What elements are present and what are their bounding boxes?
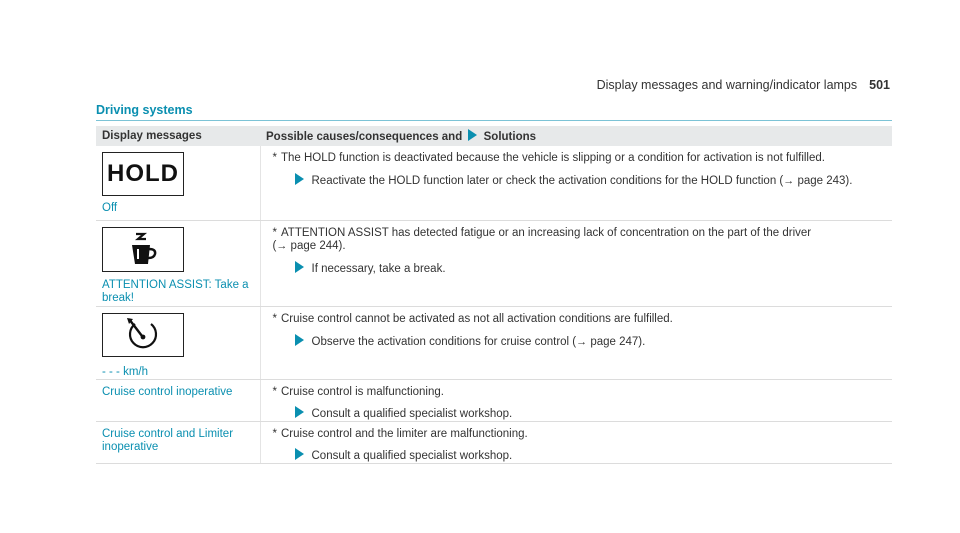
page-ref-arrow-icon: → — [783, 175, 795, 187]
table-row — [96, 306, 892, 379]
solution-value-end: ). — [845, 175, 853, 187]
cruise-control-gauge-icon-graphic — [126, 318, 160, 352]
running-header — [597, 78, 890, 92]
cause-text — [273, 386, 887, 399]
coffee-cup-icon — [102, 227, 184, 272]
section-divider — [96, 120, 892, 121]
cause-text-continued — [273, 240, 887, 253]
star-marker: * — [272, 152, 277, 164]
display-message-label: Cruise control and Limiter inoperative — [102, 427, 234, 453]
page-ref-arrow-icon: → — [276, 239, 288, 252]
cause-solution-cell — [260, 306, 892, 379]
display-message-cell — [96, 306, 260, 379]
table-row — [96, 379, 892, 421]
page-reference[interactable]: page 243 — [797, 175, 846, 187]
header-display-messages: Display messages — [96, 126, 260, 146]
running-header-title: Display messages and warning/indicator lamps — [596, 78, 858, 92]
display-message-label: ATTENTION ASSIST: Take a break! — [102, 278, 249, 304]
solution-value: Consult a qualified specialist workshop. — [311, 407, 513, 420]
page-reference[interactable]: page 247 — [590, 335, 639, 348]
solution-text — [295, 448, 887, 463]
cause-value: Cruise control is malfunctioning. — [280, 385, 444, 398]
cause-text — [273, 428, 887, 441]
display-message-cell — [96, 146, 260, 220]
display-message-cell — [96, 421, 260, 463]
display-message-label: - - - km/h — [102, 365, 148, 378]
cause-solution-cell — [260, 421, 892, 463]
table-row — [96, 421, 892, 463]
solution-arrow-icon — [295, 173, 304, 185]
cause-solution-cell — [260, 146, 892, 220]
table-row — [96, 146, 892, 220]
solution-value: Reactivate the HOLD function later or check the activation conditions for the HOLD function ( — [311, 175, 784, 187]
cause-value-end: ). — [338, 239, 346, 252]
star-marker: * — [272, 226, 277, 239]
hold-indicator-icon — [102, 152, 184, 196]
cause-value-start: ( — [272, 239, 277, 252]
cause-value: ATTENTION ASSIST has detected fatigue or an increasing lack of concentration on the part of the driver — [280, 226, 812, 239]
cause-text — [273, 227, 887, 240]
cause-text — [273, 152, 887, 165]
solution-arrow-icon — [295, 334, 304, 346]
cause-value: Cruise control and the limiter are malfunctioning. — [280, 427, 528, 440]
cause-value: Cruise control cannot be activated as not all activation conditions are fulfilled. — [280, 312, 673, 325]
cause-value: The HOLD function is deactivated because the vehicle is slipping or a condition for activation is not fulfilled. — [280, 152, 825, 164]
solution-value: Consult a qualified specialist workshop. — [311, 449, 513, 462]
hold-icon-text: HOLD — [107, 160, 179, 187]
header-causes-label: Possible causes/consequences and — [266, 131, 463, 143]
solution-text — [295, 334, 887, 349]
star-marker: * — [272, 385, 277, 398]
solution-arrow-icon — [295, 448, 304, 460]
coffee-cup-icon-graphic — [128, 230, 158, 268]
solution-arrow-icon — [295, 261, 304, 273]
display-message-label: Off — [102, 202, 118, 214]
solution-text — [295, 173, 887, 188]
display-message-label: Cruise control inoperative — [102, 385, 233, 398]
table-header-row — [96, 126, 892, 146]
solution-value: Observe the activation conditions for cruise control ( — [311, 335, 577, 348]
header-causes-solutions — [260, 126, 892, 146]
solution-value: If necessary, take a break. — [311, 262, 446, 275]
display-messages-table — [96, 126, 892, 464]
cause-text — [273, 313, 887, 326]
solution-arrow-icon — [295, 406, 304, 418]
cruise-control-gauge-icon — [102, 313, 184, 357]
page-ref-arrow-icon: → — [576, 335, 588, 348]
solution-arrow-icon — [468, 129, 477, 141]
page-reference[interactable]: page 244 — [290, 239, 339, 252]
section-title: Driving systems — [96, 103, 193, 117]
solution-text — [295, 406, 887, 421]
cause-solution-cell — [260, 220, 892, 306]
table-row — [96, 220, 892, 306]
solution-value-end: ). — [638, 335, 646, 348]
star-marker: * — [272, 312, 277, 325]
page-number: 501 — [869, 78, 890, 92]
solution-text — [295, 261, 887, 276]
star-marker: * — [272, 427, 277, 440]
display-message-cell — [96, 220, 260, 306]
header-solutions-label: Solutions — [483, 131, 537, 143]
display-message-cell — [96, 379, 260, 421]
cause-solution-cell — [260, 379, 892, 421]
